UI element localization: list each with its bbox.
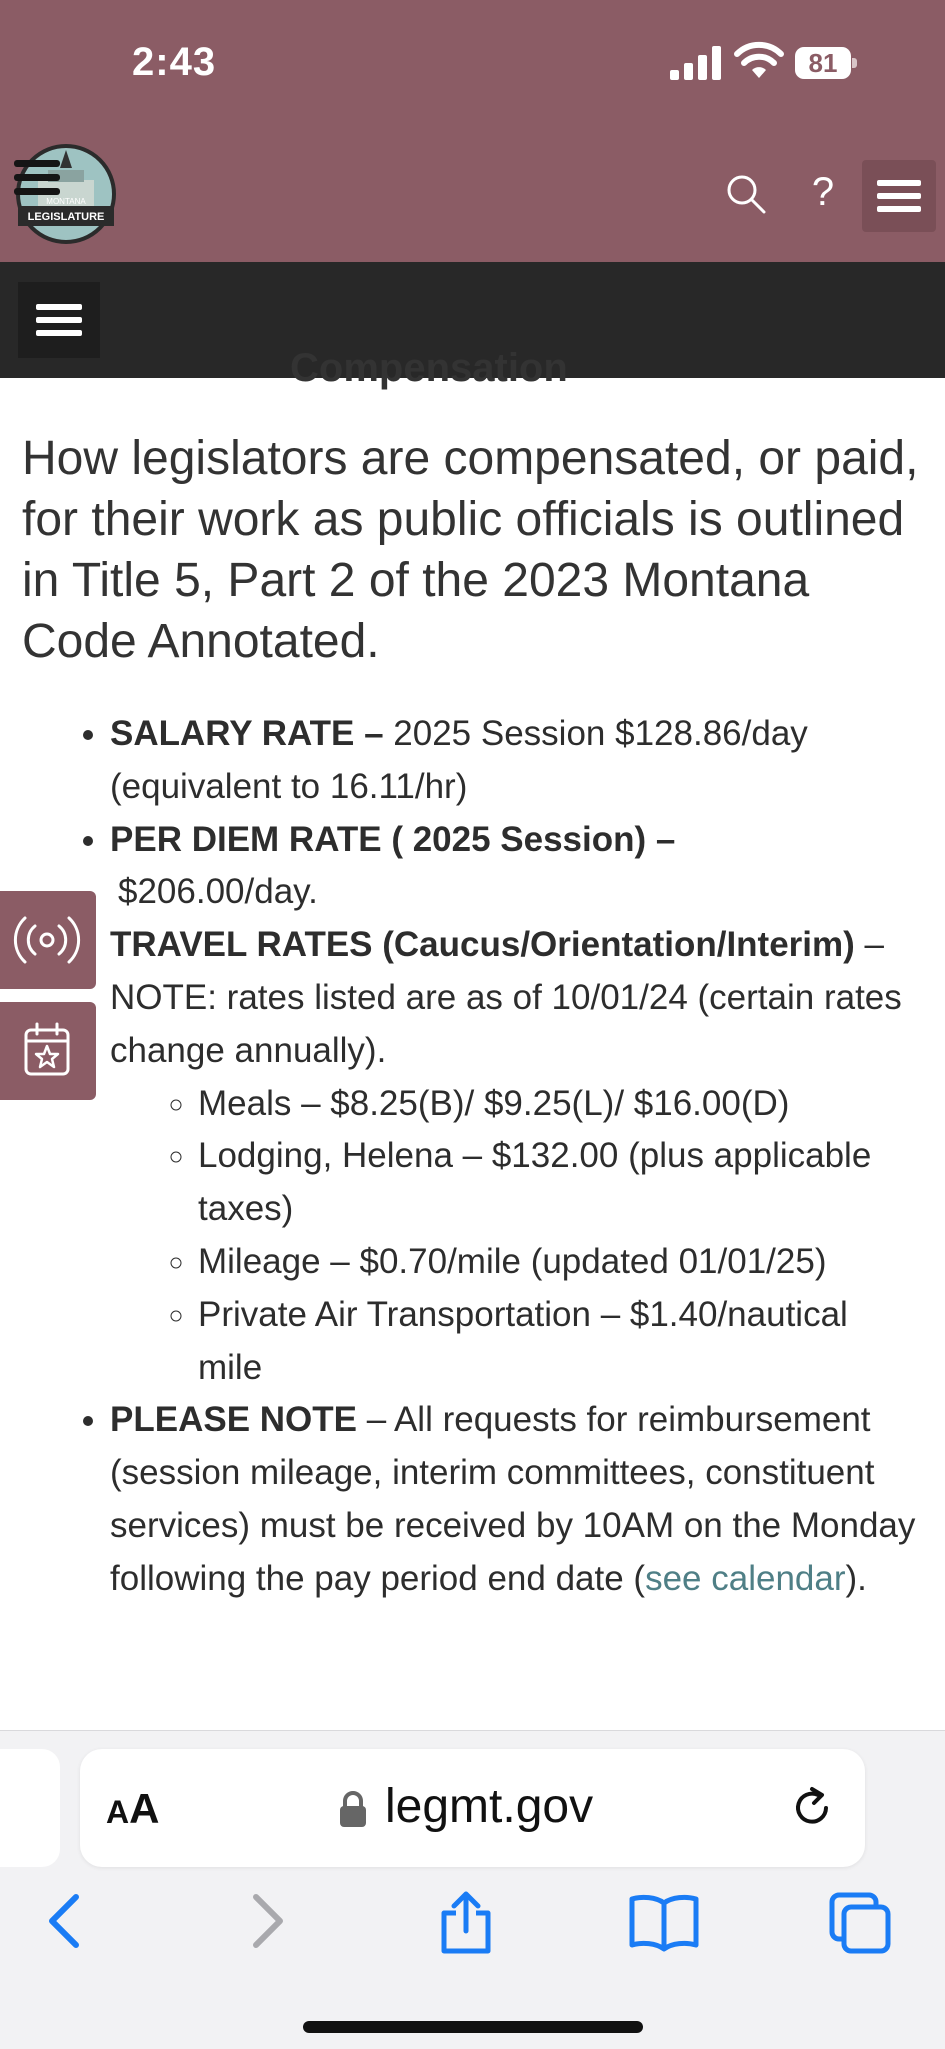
travel-rates-label: TRAVEL RATES (Caucus/Orientation/Interim) — [110, 925, 855, 965]
clock: 2:43 — [132, 40, 217, 84]
main-content — [0, 346, 945, 1730]
text-size-button[interactable]: AA — [106, 1785, 160, 1832]
page-heading: Compensation — [290, 346, 568, 390]
salary-rate-text: 2025 Session $128.86/day (equivalent to 16.11/hr) — [110, 714, 808, 806]
rates-list — [0, 708, 945, 1606]
header-menu-button[interactable] — [862, 160, 936, 232]
address-bar[interactable] — [80, 1749, 865, 1867]
salary-rate-item — [110, 708, 945, 814]
help-button[interactable]: ? — [811, 170, 835, 214]
list-item: ◦ Lodging, Helena – $132.00 (plus applicable taxes) — [198, 1130, 925, 1236]
intro-text: How legislators are compensated, or paid, for their work as public officials is outlined in Title 5, Part 2 of the 2023 Montana Code Annotated. — [22, 432, 919, 668]
travel-rates-dash: – — [854, 925, 884, 965]
travel-rates-item — [110, 919, 945, 1394]
status-bar — [0, 0, 945, 130]
per-diem-label: PER DIEM RATE ( 2025 Session) – — [110, 819, 676, 859]
calendar-tab[interactable] — [0, 1002, 96, 1100]
search-icon[interactable] — [726, 174, 766, 214]
cellular-signal-icon — [670, 46, 722, 80]
battery-icon — [795, 47, 857, 79]
share-icon[interactable] — [436, 1891, 496, 1955]
salary-rate-label: SALARY RATE – — [110, 714, 384, 753]
forward-icon[interactable] — [242, 1891, 292, 1951]
list-item: ◦ Mileage – $0.70/mile (updated 01/01/25) — [198, 1236, 925, 1289]
please-note-item — [110, 1394, 945, 1605]
calendar-star-icon — [14, 1022, 80, 1080]
per-diem-item — [110, 814, 945, 920]
list-item: ◦ Meals – $8.25(B)/ $9.25(L)/ $16.00(D) — [198, 1078, 925, 1131]
wifi-icon — [735, 42, 783, 80]
battery-level: 81 — [795, 47, 851, 79]
list-item: ◦ Private Air Transportation – $1.40/nautical mile — [198, 1289, 925, 1395]
back-icon[interactable] — [40, 1891, 90, 1951]
logo-text: LEGISLATURE — [27, 211, 105, 223]
please-note-end: ). — [845, 1558, 867, 1598]
broadcast-tab[interactable] — [0, 891, 96, 989]
logo-title: MONTANA — [46, 197, 86, 206]
lock-icon — [338, 1789, 368, 1829]
url-text[interactable]: legmt.gov — [385, 1780, 594, 1833]
browser-toolbar — [0, 1730, 945, 2049]
please-note-text: – All requests for reimbursement (session mileage, interim committees, constituent services) must be received by 10AM on the Monday following the pay period end date ( — [110, 1400, 916, 1598]
please-note-label: PLEASE NOTE — [110, 1400, 357, 1440]
nav-menu-button[interactable] — [18, 282, 100, 358]
travel-rates-note: NOTE: rates listed are as of 10/01/24 (certain rates change annually). — [110, 977, 902, 1070]
per-diem-amount: $206.00/day. — [118, 872, 318, 912]
see-calendar-link[interactable]: see calendar — [645, 1558, 846, 1598]
reload-icon[interactable] — [790, 1785, 836, 1831]
bookmarks-icon[interactable] — [628, 1891, 700, 1951]
montana-legislature-logo[interactable] — [12, 144, 120, 248]
previous-tab-preview[interactable] — [0, 1749, 60, 1867]
broadcast-icon — [14, 911, 80, 969]
site-header — [0, 130, 945, 262]
tabs-icon[interactable] — [828, 1891, 894, 1955]
travel-rates-sublist — [110, 1078, 925, 1395]
home-indicator — [303, 2021, 643, 2033]
